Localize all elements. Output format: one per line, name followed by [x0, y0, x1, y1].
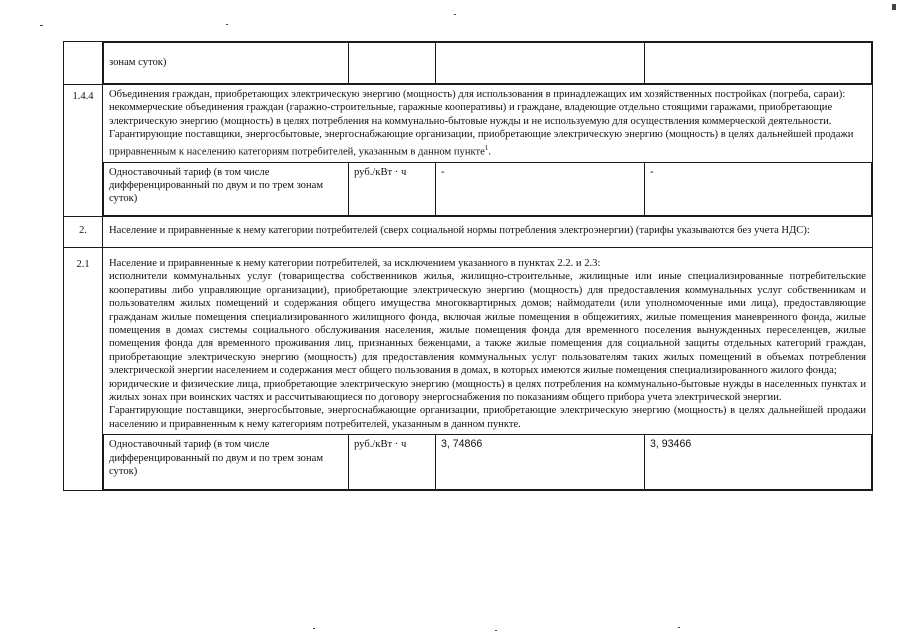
- row-content-cell: [103, 85, 873, 217]
- row-number: 1.4.4: [64, 85, 103, 217]
- scan-speck: [226, 24, 228, 25]
- scan-speck: [678, 627, 680, 628]
- paragraph-end: .: [488, 146, 491, 158]
- table-row: [64, 216, 873, 247]
- table-row: [64, 85, 873, 217]
- row-number: 2.1: [64, 247, 103, 490]
- unit-cell: [349, 43, 436, 84]
- tariff-subtable: [103, 42, 872, 84]
- scan-speck: [495, 630, 497, 631]
- tariff-value: -: [436, 162, 645, 215]
- tariff-subtable: [103, 434, 872, 490]
- tariff-label: Одноставочный тариф (в том числе дифференцированный по двум и по трем зонам суток): [104, 435, 349, 490]
- tariff-label: Одноставочный тариф (в том числе дифференцированный по двум и по трем зонам суток): [104, 162, 349, 215]
- footnote-mark: 1: [484, 143, 489, 152]
- unit-cell: руб./кВт · ч: [349, 435, 436, 490]
- scan-speck: [313, 628, 315, 629]
- tariff-value: 3, 93466: [645, 435, 872, 490]
- tariff-value: -: [645, 162, 872, 215]
- table-row: [64, 247, 873, 490]
- row-content-cell: [103, 247, 873, 490]
- tariff-value: 3, 74866: [436, 435, 645, 490]
- paragraph: Гарантирующие поставщики, энергосбытовые, энергоснабжающие организации, приобретающие электрическую энергию (мощность) в целях дальнейшей продажи населению и приравненным к нему категориям потребителей, указанным в данном пункте.: [109, 405, 866, 430]
- tariff-label: зонам суток): [104, 43, 349, 84]
- row-content-cell: [103, 216, 873, 247]
- table-row: [64, 42, 873, 85]
- section-heading: Население и приравненные к нему категории потребителей (сверх социальной нормы потребления электроэнергии) (тарифы указываются без учета НДС):: [109, 224, 810, 236]
- scan-speck: [454, 14, 456, 15]
- paragraph-text: Гарантирующие поставщики, энергосбытовые, энергоснабжающие организации, приобретающие электрическую энергию (мощность) в целях дальнейшей продажи приравненным к населению категориям потребителей, указанным в данном пункте: [109, 129, 854, 158]
- row-content-cell: [103, 42, 873, 85]
- tariff-subtable: [103, 162, 872, 216]
- scan-speck: [40, 25, 43, 26]
- paragraph: исполнители коммунальных услуг (товарищества собственников жилья, жилищно-строительные, жилищные или иные специализированные потребительские кооперативы либо управляющие организации), приобретающие электрическую энергию (мощность) для предоставления коммунальных услуг собственникам и пользователям жилых помещений и содержания общего имущества многоквартирных домов; наймодатели (или уполномоченные ими лица), предоставляющие гражданам жилые помещения специализированного жилищного фонда, включая жилые помещения в общежитиях, жилые помещения маневренного фонда, жилые помещения в домах системы социального обслуживания населения, жилые помещения фонда для временного поселения вынужденных переселенцев, жилые помещения фонда для временного проживания лиц, признанных беженцами, а также жилые помещения для социальной защиты отдельных категорий граждан, приобретающие электрическую энергию (мощность) для предоставления коммунальных услуг пользователям таких жилых помещений в объемах потребления электрической энергии населением и содержания мест общего пользования в домах, в которых имеются жилые помещения специализированного жилого фонда;: [109, 271, 866, 377]
- paragraph: юридические и физические лица, приобретающие электрическую энергию (мощность) в целях потребления на коммунально-бытовые нужды в населенных пунктах и жилых зонах при воинских частях и рассчитывающиеся по договору энергоснабжения по показаниям общего прибора учета электрической энергии.: [109, 378, 866, 404]
- scan-speck: [892, 4, 896, 10]
- value-cell: [436, 43, 645, 84]
- value-cell: [645, 43, 872, 84]
- tariff-table: [63, 41, 873, 491]
- unit-cell: руб./кВт · ч: [349, 162, 436, 215]
- row-number-cell: [64, 42, 103, 85]
- paragraph: Объединения граждан, приобретающих электрическую энергию (мощность) для использования в принадлежащих им хозяйственных постройках (погреба, сараи): некоммерческие объединения граждан (гаражно-строительные, гаражные кооперативы) и граждане, владеющие отдельно стоящими гаражами, приобретающие электрическую энергию (мощность) в целях потребления на коммунально-бытовые нужды и не используемую для осуществления коммерческой деятельности.: [109, 89, 846, 127]
- row-number: 2.: [64, 216, 103, 247]
- paragraph: Население и приравненные к нему категории потребителей, за исключением указанного в пунктах 2.2. и 2.3:: [109, 257, 601, 269]
- paragraph: [109, 128, 866, 158]
